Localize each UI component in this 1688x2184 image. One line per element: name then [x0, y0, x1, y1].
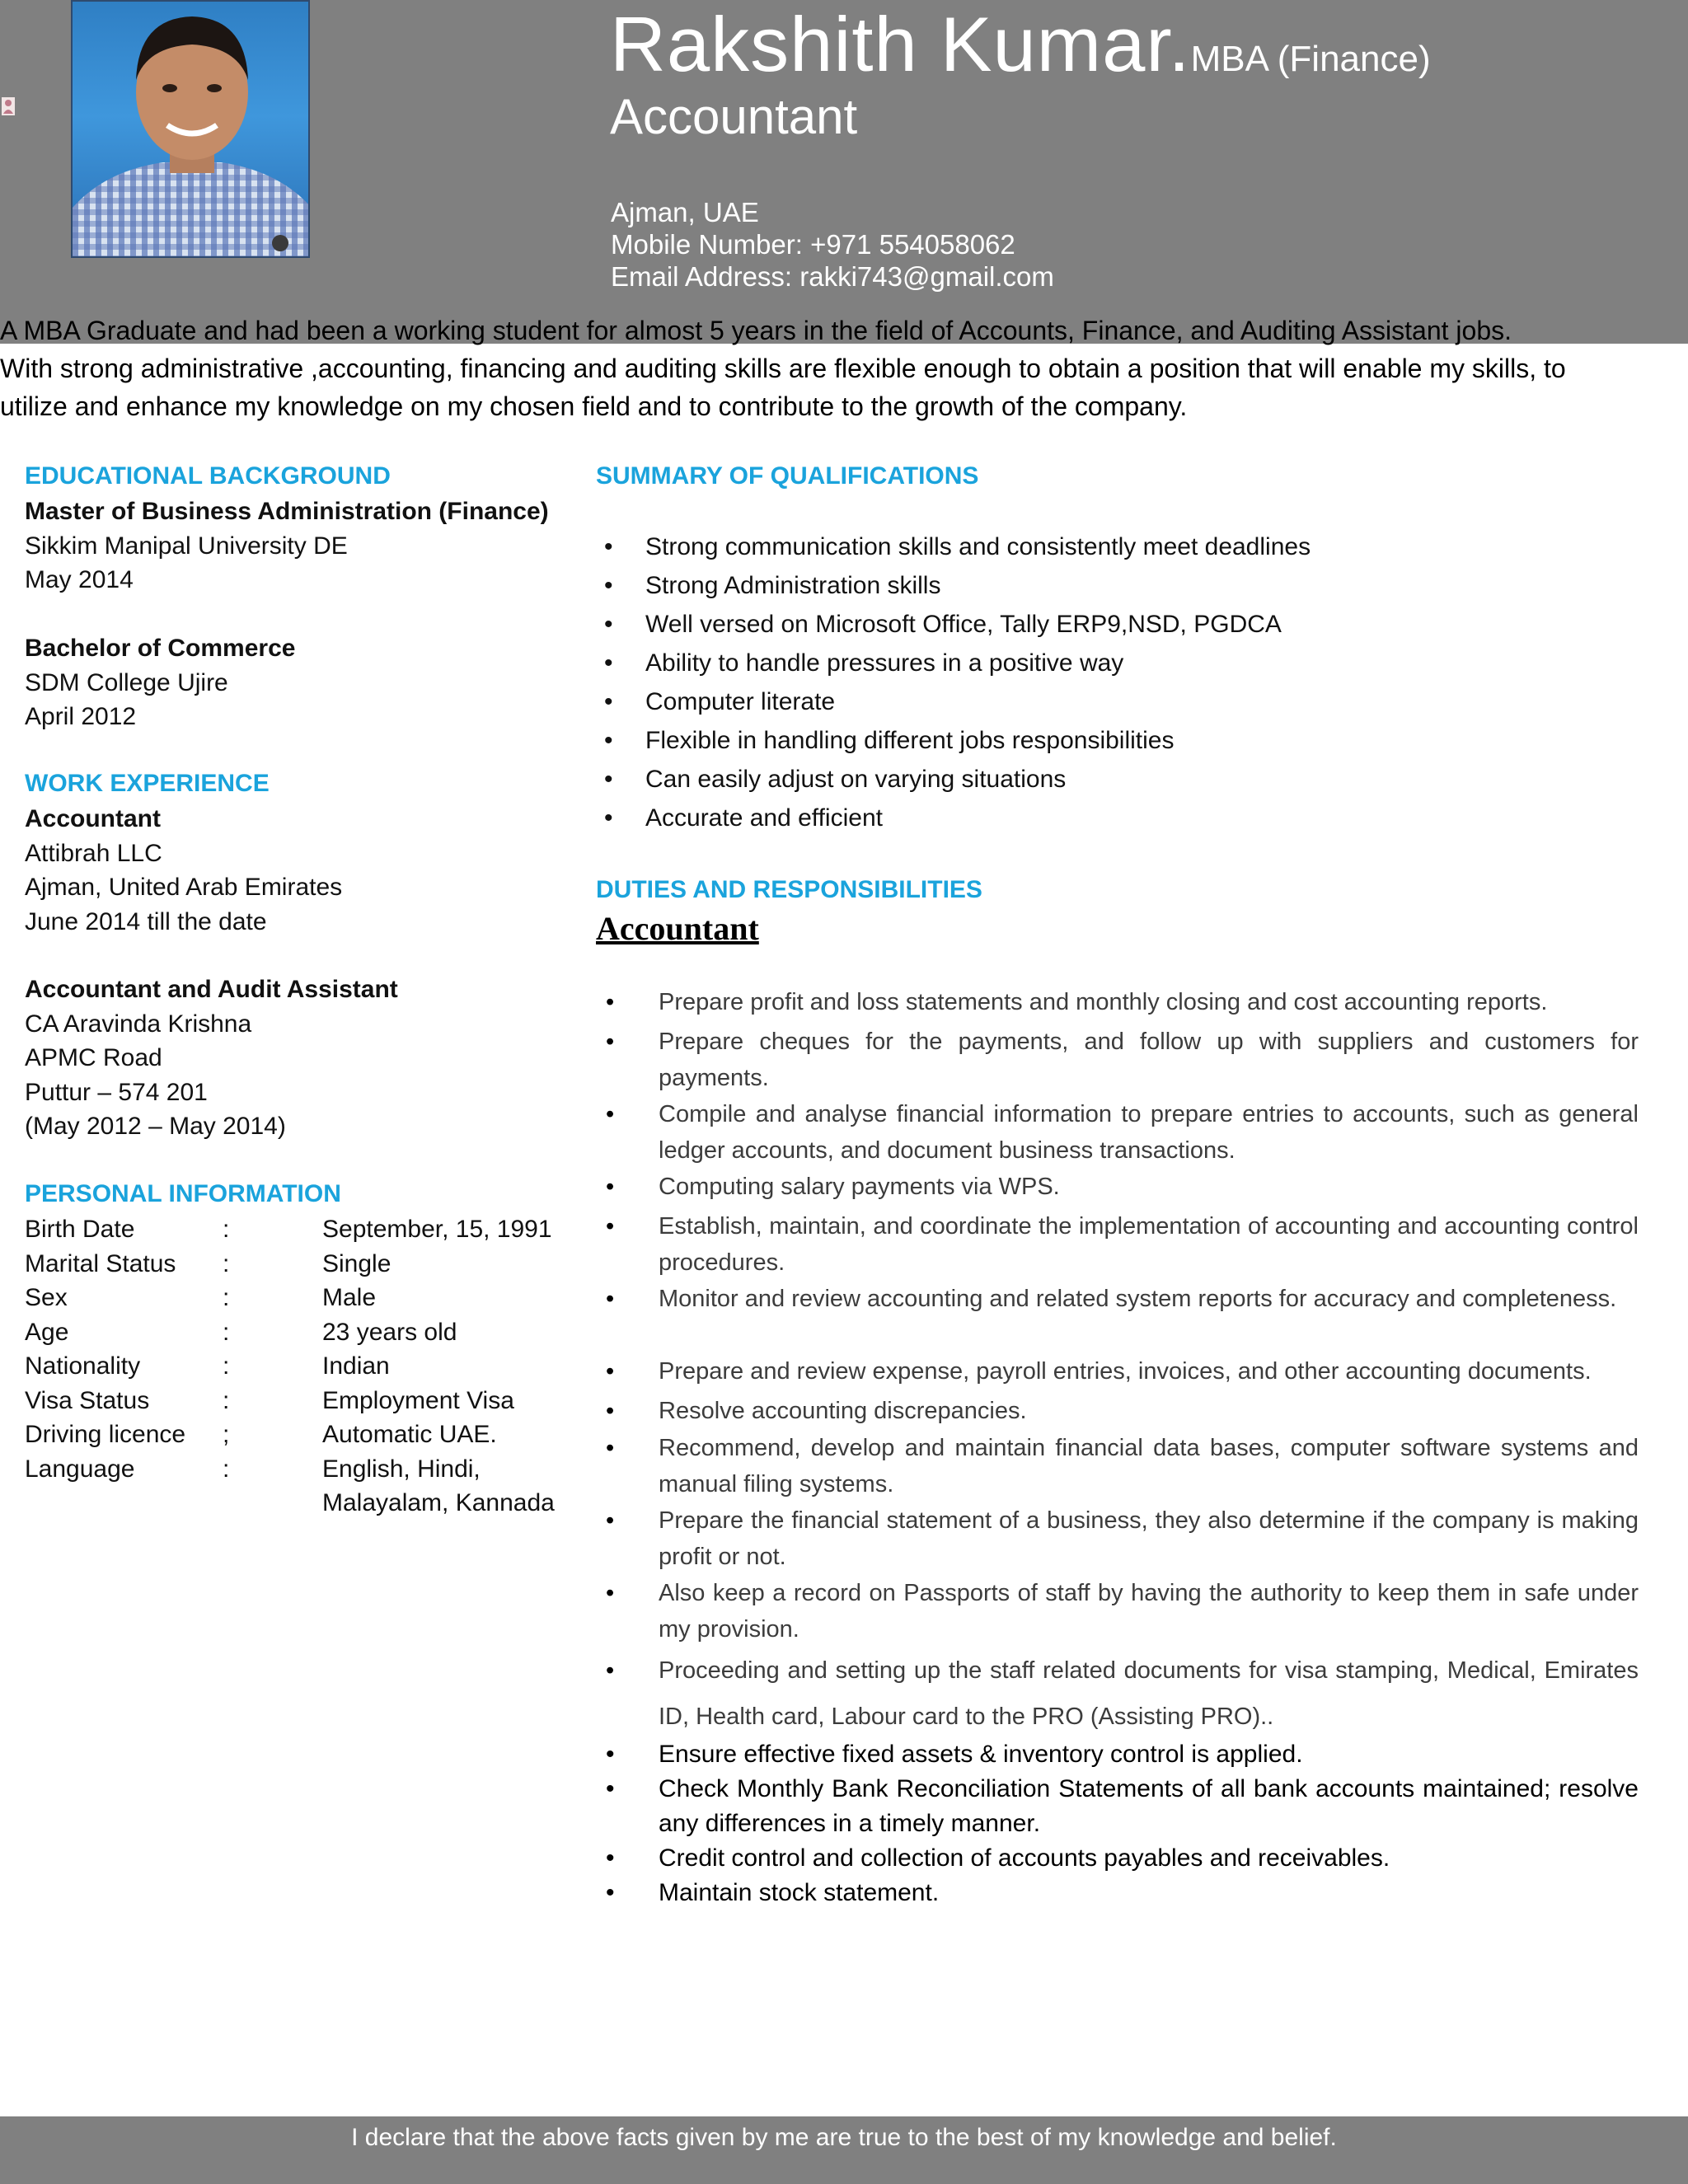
duties-role-heading: Accountant — [596, 910, 759, 947]
bullet-icon: • — [606, 1358, 615, 1385]
duty-text: Proceeding and setting up the staff related documents for visa stamping, Medical, Emirates ID, Health card, Labour card to the PRO (Assisting PRO).. — [659, 1657, 1639, 1730]
header-name-line — [610, 3, 1431, 86]
objective-paragraph — [0, 312, 1648, 425]
personal-info-label: Birth Date — [25, 1216, 135, 1243]
duty-item — [596, 1876, 1639, 1910]
qualification-item — [596, 760, 1311, 799]
bullet-icon: • — [606, 989, 615, 1015]
duty-item — [596, 1024, 1639, 1096]
education-degree: Bachelor of Commerce — [25, 635, 296, 662]
duty-item — [596, 1169, 1639, 1205]
objective-line: A MBA Graduate and had been a working student for almost 5 years in the field of Accounts, Finance, and Auditing Assistant jobs. — [0, 316, 1512, 345]
bullet-icon: • — [606, 1029, 615, 1055]
job-detail: APMC Road — [25, 1044, 162, 1071]
qualification-item — [596, 566, 1311, 605]
personal-info-sep: : — [223, 1284, 230, 1311]
qualification-text: Computer literate — [645, 688, 836, 715]
personal-info-label: Sex — [25, 1284, 68, 1311]
qualification-item — [596, 682, 1311, 721]
candidate-degree: MBA (Finance) — [1190, 39, 1431, 79]
personal-info-row — [25, 1486, 569, 1521]
duty-text: Recommend, develop and maintain financial data bases, computer software systems and manual filing systems. — [659, 1435, 1639, 1497]
personal-info-label: Driving licence — [25, 1421, 186, 1448]
personal-info-value: Single — [322, 1249, 392, 1277]
duty-item — [596, 1841, 1639, 1876]
bullet-icon: • — [604, 649, 613, 677]
duty-item — [596, 1281, 1639, 1317]
education-school: Sikkim Manipal University DE — [25, 532, 348, 560]
job-detail: CA Aravinda Krishna — [25, 1010, 252, 1038]
qualification-text: Accurate and efficient — [645, 804, 883, 832]
duty-text: Establish, maintain, and coordinate the implementation of accounting and accounting control procedures. — [659, 1213, 1639, 1276]
qualifications-heading: SUMMARY OF QUALIFICATIONS — [596, 462, 979, 490]
bullet-icon: • — [606, 1507, 615, 1534]
user-avatar-icon — [2, 97, 15, 115]
personal-info-sep: : — [223, 1249, 230, 1277]
duty-item — [596, 1737, 1639, 1772]
qualification-item — [596, 527, 1311, 566]
job-detail: Puttur – 574 201 — [25, 1078, 208, 1106]
qualification-text: Ability to handle pressures in a positive way — [645, 649, 1124, 677]
bullet-icon: • — [604, 766, 613, 793]
bullet-icon: • — [604, 688, 613, 715]
bullet-icon: • — [606, 1657, 615, 1684]
qualification-item — [596, 721, 1311, 760]
qualifications-list — [596, 527, 1311, 837]
contact-email[interactable]: Email Address: rakki743@gmail.com — [611, 261, 1054, 292]
qualification-text: Strong Administration skills — [645, 572, 941, 599]
duty-text: Prepare the financial statement of a business, they also determine if the company is making profit or not. — [659, 1507, 1639, 1570]
qualification-item — [596, 605, 1311, 644]
profile-photo-illustration — [73, 2, 310, 258]
education-entry — [25, 494, 569, 598]
personal-info-row — [25, 1315, 569, 1350]
qualification-text: Can easily adjust on varying situations — [645, 766, 1067, 793]
duty-text: Ensure effective fixed assets & inventory control is applied. — [659, 1741, 1303, 1768]
personal-info-label: Age — [25, 1318, 69, 1346]
personal-info-row — [25, 1281, 569, 1315]
personal-info-row — [25, 1452, 569, 1487]
qualification-text: Well versed on Microsoft Office, Tally ERP9,NSD, PGDCA — [645, 611, 1282, 638]
personal-info-sep: : — [223, 1352, 230, 1380]
candidate-name: Rakshith Kumar. — [610, 1, 1191, 87]
duties-heading: DUTIES AND RESPONSIBILITIES — [596, 876, 982, 903]
bullet-icon: • — [606, 1101, 615, 1127]
bullet-icon: • — [606, 1775, 615, 1802]
personal-info-sep: ; — [223, 1421, 230, 1448]
duty-text: Check Monthly Bank Reconciliation Statements of all bank accounts maintained; resolve any differences in a timely manner. — [659, 1775, 1639, 1837]
personal-info-sep: : — [223, 1455, 230, 1483]
objective-line: With strong administrative ,accounting, financing and auditing skills are flexible enough to obtain a position that will enable my skills, to — [0, 354, 1566, 383]
personal-info-value: 23 years old — [322, 1318, 457, 1346]
profile-photo — [71, 0, 310, 258]
work-entry — [25, 802, 569, 939]
duty-item — [596, 1353, 1639, 1390]
duty-text: Computing salary payments via WPS. — [659, 1174, 1060, 1200]
bullet-icon: • — [606, 1435, 615, 1461]
job-detail: Ajman, United Arab Emirates — [25, 874, 343, 901]
bullet-icon: • — [606, 1879, 615, 1906]
job-detail: (May 2012 – May 2014) — [25, 1113, 286, 1140]
candidate-title: Accountant — [610, 89, 858, 144]
duty-text: Credit control and collection of accounts payables and receivables. — [659, 1844, 1390, 1872]
education-degree: Master of Business Administration (Finance) — [25, 498, 549, 525]
duty-text: Compile and analyse financial information to prepare entries to accounts, such as general ledger accounts, and document business transactions. — [659, 1101, 1639, 1164]
work-entry — [25, 972, 569, 1144]
objective-line: utilize and enhance my knowledge on my chosen field and to contribute to the growth of the company. — [0, 391, 1188, 421]
bullet-icon: • — [604, 727, 613, 754]
personal-info-label: Marital Status — [25, 1249, 176, 1277]
duty-item — [596, 1430, 1639, 1502]
personal-info-row — [25, 1418, 569, 1452]
bullet-icon: • — [604, 611, 613, 638]
bullet-icon: • — [606, 1741, 615, 1768]
personal-info-value: Male — [322, 1284, 377, 1311]
qualification-item — [596, 644, 1311, 682]
bullet-icon: • — [604, 572, 613, 599]
duty-text: Prepare and review expense, payroll entries, invoices, and other accounting documents. — [659, 1358, 1592, 1385]
qualification-text: Flexible in handling different jobs responsibilities — [645, 727, 1175, 754]
personal-info-row — [25, 1384, 569, 1418]
personal-info-row — [25, 1349, 569, 1384]
bullet-icon: • — [604, 804, 613, 832]
education-entry — [25, 631, 569, 734]
personal-info-value: Automatic UAE. — [322, 1421, 497, 1448]
duty-text: Prepare cheques for the payments, and follow up with suppliers and customers for payments. — [659, 1029, 1639, 1091]
duty-text: Also keep a record on Passports of staff by having the authority to keep them in safe under my provision. — [659, 1580, 1639, 1643]
duty-item — [596, 1393, 1639, 1429]
bullet-icon: • — [606, 1580, 615, 1606]
duty-text: Monitor and review accounting and related system reports for accuracy and completeness. — [659, 1286, 1617, 1312]
education-school: SDM College Ujire — [25, 668, 228, 696]
bullet-icon: • — [606, 1213, 615, 1240]
bullet-icon: • — [606, 1844, 615, 1872]
personal-info-label: Nationality — [25, 1352, 141, 1380]
personal-heading: PERSONAL INFORMATION — [25, 1180, 341, 1207]
education-date: April 2012 — [25, 703, 137, 730]
job-title: Accountant — [25, 805, 161, 832]
personal-info-sep: : — [223, 1318, 230, 1346]
education-date: May 2014 — [25, 566, 134, 593]
qualification-text: Strong communication skills and consistently meet deadlines — [645, 533, 1311, 560]
declaration-text: I declare that the above facts given by me are true to the best of my knowledge and belief. — [351, 2124, 1337, 2151]
duty-item — [596, 1575, 1639, 1647]
duty-text: Maintain stock statement. — [659, 1879, 940, 1906]
personal-info-value: Malayalam, Kannada — [322, 1489, 555, 1516]
duty-item — [596, 1096, 1639, 1169]
personal-info-value: Employment Visa — [322, 1386, 514, 1414]
personal-info-sep: : — [223, 1386, 230, 1414]
personal-info-value: English, Hindi, — [322, 1455, 481, 1483]
bullet-icon: • — [606, 1286, 615, 1312]
personal-info-label: Language — [25, 1455, 135, 1483]
personal-info-row — [25, 1247, 569, 1282]
personal-info-sep: : — [223, 1216, 230, 1243]
contact-mobile: Mobile Number: +971 554058062 — [611, 229, 1015, 260]
duty-item — [596, 1502, 1639, 1575]
duty-text: Prepare profit and loss statements and monthly closing and cost accounting reports. — [659, 989, 1548, 1015]
personal-info-label: Visa Status — [25, 1386, 150, 1414]
bullet-icon: • — [606, 1174, 615, 1200]
job-detail: Attibrah LLC — [25, 839, 162, 867]
qualification-item — [596, 799, 1311, 837]
personal-info-row — [25, 1212, 569, 1247]
bullet-icon: • — [606, 1398, 615, 1424]
contact-location: Ajman, UAE — [611, 197, 759, 227]
duty-item — [596, 984, 1639, 1020]
bullet-icon: • — [604, 533, 613, 560]
duty-item — [596, 1647, 1639, 1740]
duty-item — [596, 1208, 1639, 1281]
job-title: Accountant and Audit Assistant — [25, 976, 398, 1003]
job-detail: June 2014 till the date — [25, 907, 267, 935]
duty-text: Resolve accounting discrepancies. — [659, 1398, 1027, 1424]
duty-item — [596, 1772, 1639, 1841]
education-heading: EDUCATIONAL BACKGROUND — [25, 462, 391, 490]
personal-info-value: September, 15, 1991 — [322, 1216, 552, 1243]
work-heading: WORK EXPERIENCE — [25, 770, 270, 797]
personal-info-value: Indian — [322, 1352, 390, 1380]
